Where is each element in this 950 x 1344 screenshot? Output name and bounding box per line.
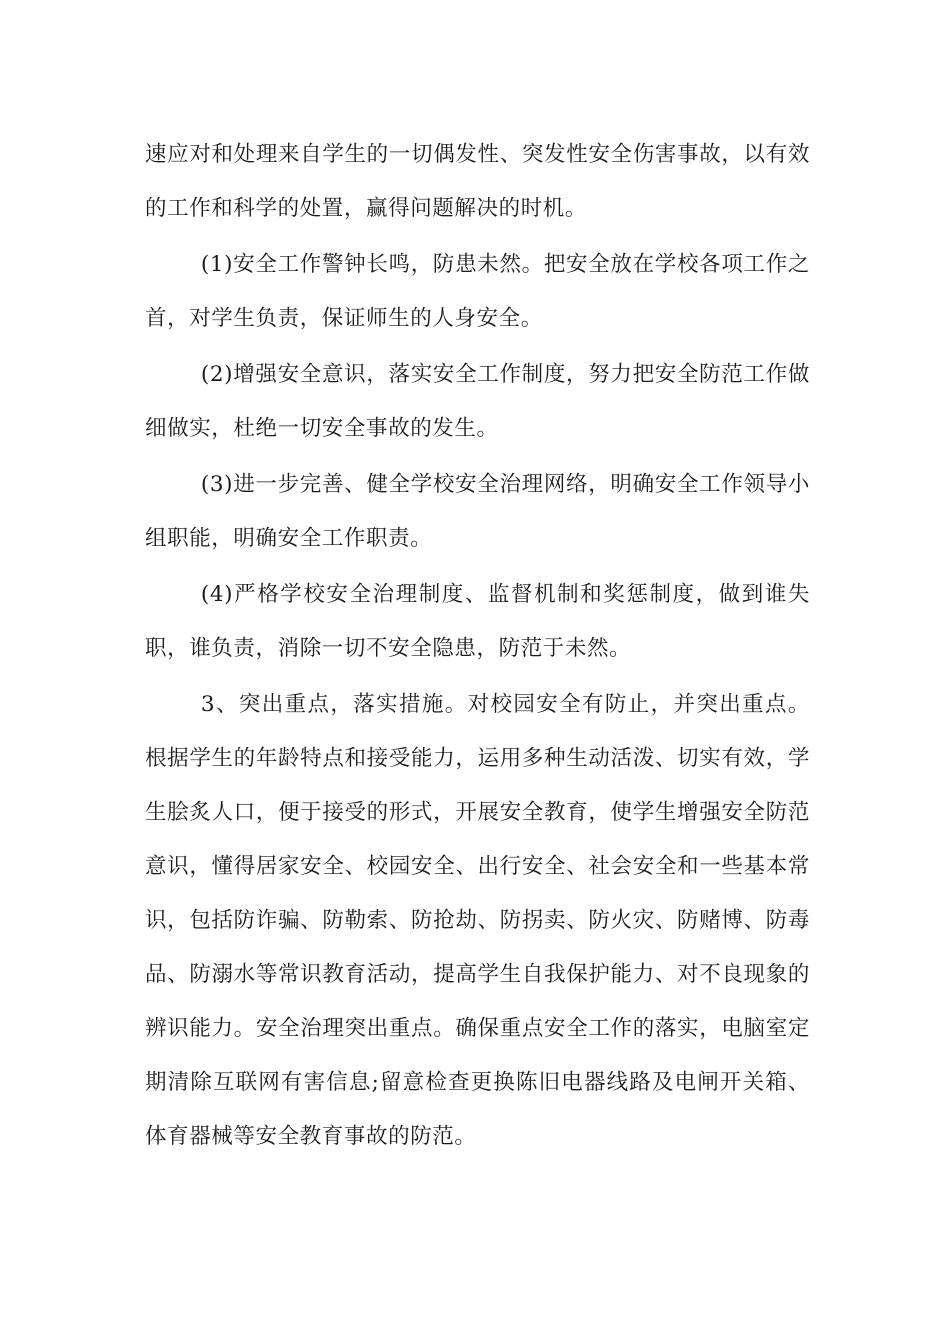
paragraph-6: 3、突出重点，落实措施。对校园安全有防止，并突出重点。根据学生的年龄特点和接受能力，运用多种生动活泼、切实有效，学生脍炙人口，便于接受的形式，开展安全教育，使学生增强安全防范意识，懂得居家安全、校园安全、出行安全、社会安全和一些基本常识，包括防诈骗、防勒索、防抢劫、防拐卖、防火灾、防赌博、防毒品、防溺水等常识教育活动，提高学生自我保护能力、对不良现象的辨识能力。安全治理突出重点。确保重点安全工作的落实，电脑室定期清除互联网有害信息;留意检查更换陈旧电器线路及电闸开关箱、体育器械等安全教育事故的防范。 xyxy=(145,692,810,1149)
paragraph-4: (3)进一步完善、健全学校安全治理网络，明确安全工作领导小组职能，明确安全工作职责。 xyxy=(145,472,810,551)
paragraph-1: 速应对和处理来自学生的一切偶发性、突发性安全伤害事故，以有效的工作和科学的处置，赢得问题解决的时机。 xyxy=(145,142,810,221)
paragraph-5: (4)严格学校安全治理制度、监督机制和奖惩制度，做到谁失职，谁负责，消除一切不安全隐患，防范于未然。 xyxy=(145,582,810,661)
document-body xyxy=(145,128,810,1166)
paragraph-3: (2)增强安全意识，落实安全工作制度，努力把安全防范工作做细做实，杜绝一切安全事故的发生。 xyxy=(145,362,810,441)
paragraph-2: (1)安全工作警钟长鸣，防患未然。把安全放在学校各项工作之首，对学生负责，保证师生的人身安全。 xyxy=(145,252,810,331)
